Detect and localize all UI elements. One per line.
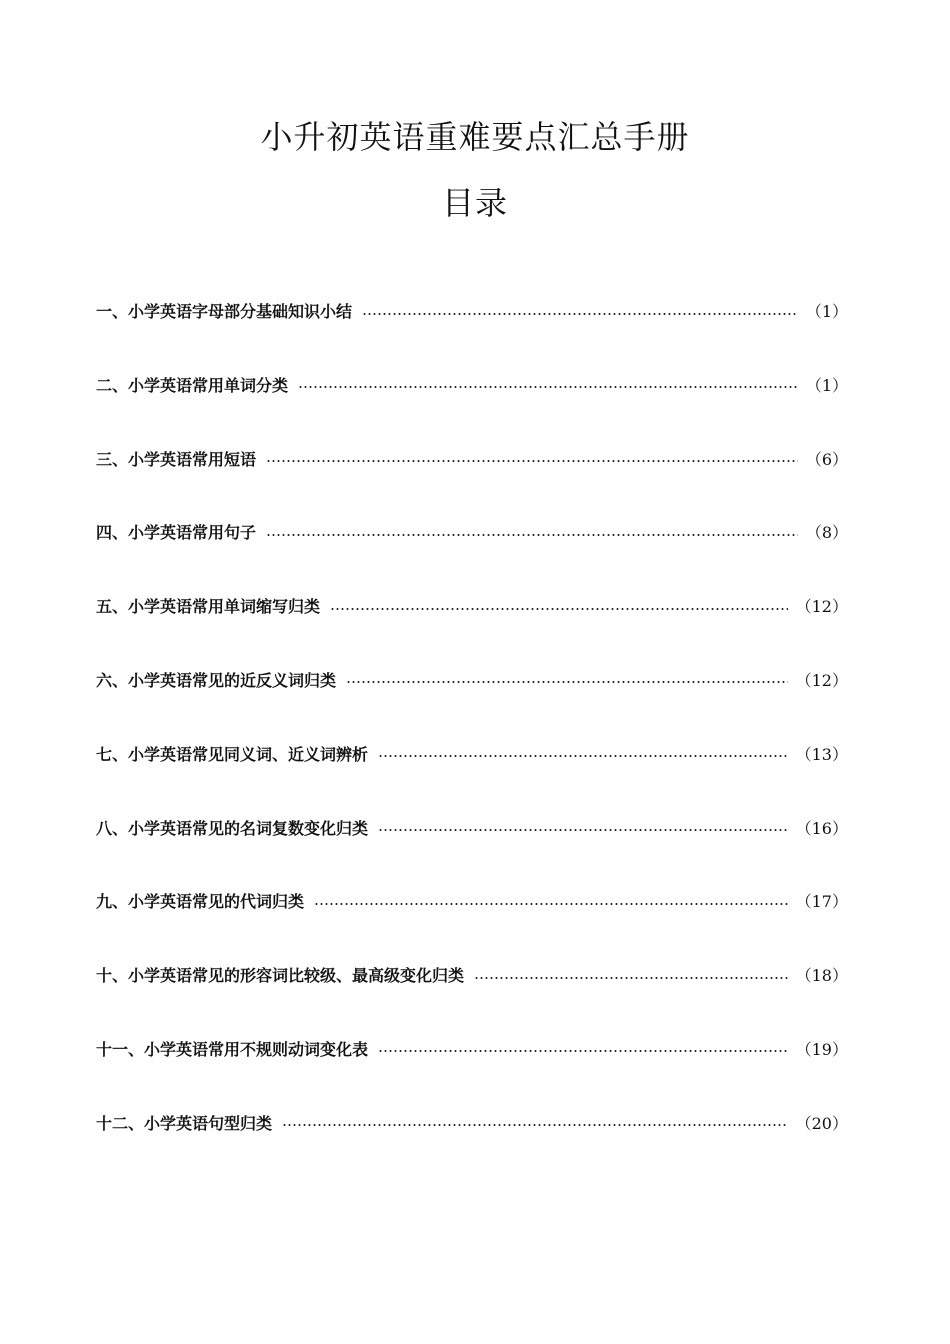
toc-entry[interactable]: [96, 882, 848, 919]
toc-entry-page: （1）: [805, 302, 848, 321]
toc-entry-page: （6）: [805, 449, 848, 469]
table-of-contents: [96, 292, 848, 1178]
dot-leader: [298, 386, 798, 388]
toc-entry[interactable]: [96, 292, 848, 329]
dot-leader: [474, 977, 788, 979]
toc-entry-label: 八、小学英语常见的名词复数变化归类: [96, 818, 369, 838]
toc-entry-page: （18）: [795, 966, 848, 986]
toc-entry-page: （16）: [795, 818, 848, 838]
toc-entry-label: 十二、小学英语句型归类: [96, 1113, 273, 1133]
toc-entry[interactable]: [96, 366, 848, 403]
toc-entry-label: 六、小学英语常见的近反义词归类: [96, 670, 337, 690]
toc-entry-page: （13）: [795, 744, 848, 764]
dot-leader: [362, 313, 798, 315]
toc-entry[interactable]: [96, 587, 848, 624]
dot-leader: [314, 903, 788, 905]
dot-leader: [282, 1124, 788, 1126]
dot-leader: [378, 755, 788, 757]
toc-entry-label: 十、小学英语常见的形容词比较级、最高级变化归类: [96, 966, 465, 986]
toc-entry-label: 四、小学英语常用句子: [96, 523, 257, 543]
toc-entry[interactable]: [96, 735, 848, 772]
toc-entry-label: 三、小学英语常用短语: [96, 449, 257, 469]
toc-entry[interactable]: [96, 1104, 848, 1141]
toc-entry[interactable]: [96, 440, 848, 477]
toc-entry-page: （19）: [795, 1039, 848, 1059]
toc-entry-page: （17）: [795, 892, 848, 912]
dot-leader: [346, 681, 788, 683]
dot-leader: [266, 460, 798, 462]
toc-entry-label: 二、小学英语常用单词分类: [96, 375, 289, 395]
toc-entry-label: 十一、小学英语常用不规则动词变化表: [96, 1039, 369, 1059]
dot-leader: [266, 534, 798, 536]
toc-entry[interactable]: [96, 809, 848, 846]
toc-entry-label: 七、小学英语常见同义词、近义词辨析: [96, 744, 369, 764]
toc-entry[interactable]: [96, 1030, 848, 1067]
toc-entry[interactable]: [96, 956, 848, 993]
toc-entry-page: （8）: [805, 523, 848, 543]
toc-entry-label: 一、小学英语字母部分基础知识小结: [96, 302, 353, 321]
toc-entry-page: （12）: [795, 597, 848, 617]
toc-heading: 目录: [441, 184, 508, 222]
dot-leader: [378, 1050, 788, 1052]
dot-leader: [378, 829, 788, 831]
toc-entry-label: 五、小学英语常用单词缩写归类: [96, 597, 321, 617]
toc-entry-page: （20）: [795, 1113, 848, 1133]
toc-entry-page: （1）: [805, 375, 848, 395]
document-title: 小升初英语重难要点汇总手册: [260, 118, 690, 156]
toc-entry-label: 九、小学英语常见的代词归类: [96, 892, 305, 912]
toc-entry[interactable]: [96, 661, 848, 698]
toc-entry-page: （12）: [795, 670, 848, 690]
dot-leader: [330, 608, 788, 610]
toc-entry[interactable]: [96, 513, 848, 550]
